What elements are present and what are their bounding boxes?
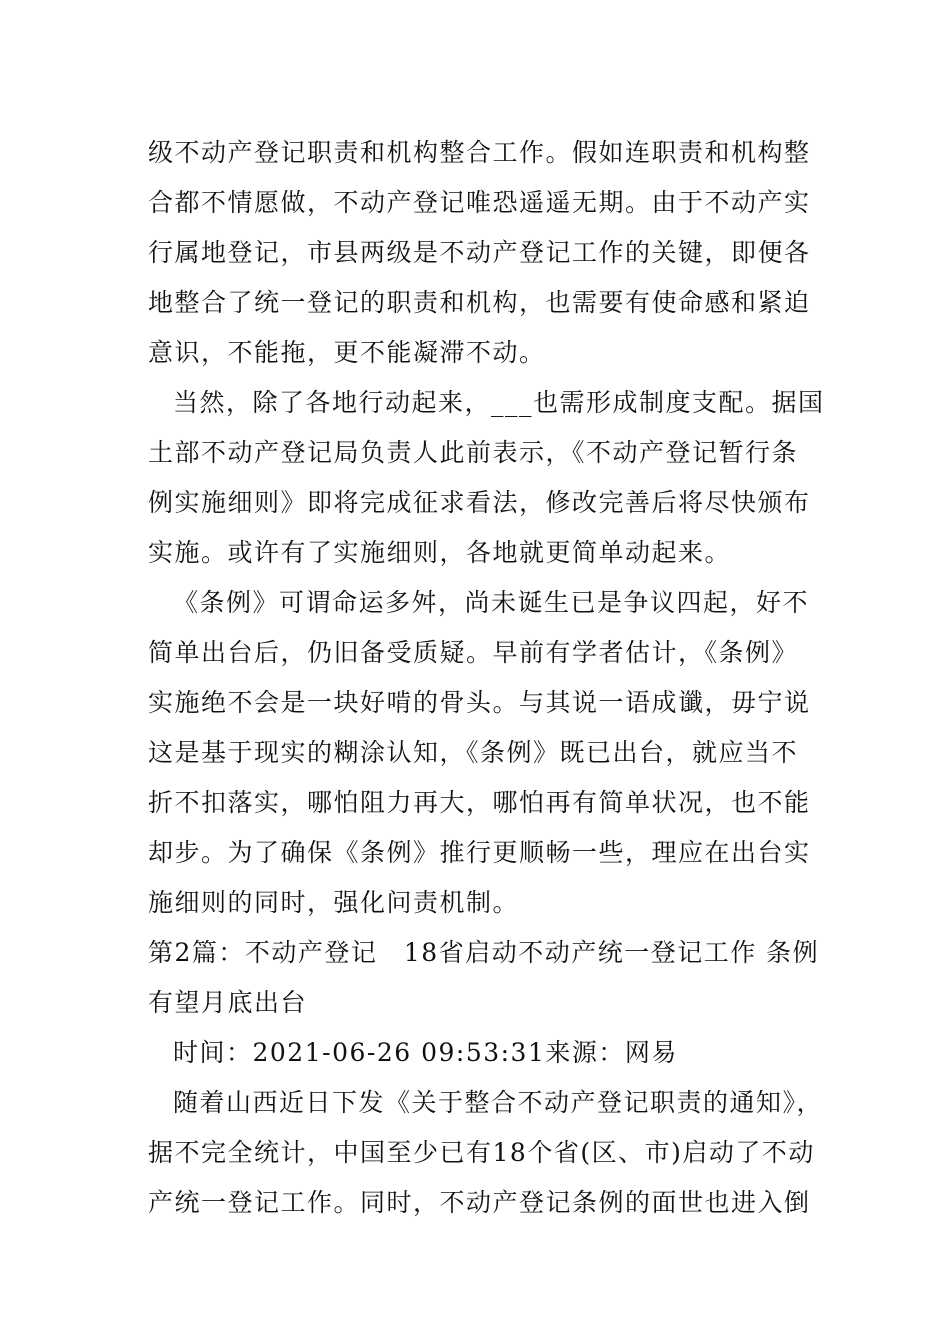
text-line: 施细则的同时，强化问责机制。 — [148, 888, 520, 917]
paragraph — [148, 1078, 824, 1228]
text-line: 实施。或许有了实施细则，各地就更简单动起来。 — [148, 538, 732, 567]
meta-line: 时间：2021-06-26 09:53:31来源：网易 — [173, 1038, 678, 1067]
text-line: 却步。为了确保《条例》推行更顺畅一些，理应在出台实 — [148, 838, 811, 867]
text-line: 级不动产登记职责和机构整合工作。假如连职责和机构整 — [148, 138, 811, 167]
text-line: 这是基于现实的糊涂认知，《条例》既已出台，就应当不 — [148, 738, 799, 767]
text-line: 地整合了统一登记的职责和机构，也需要有使命感和紧迫 — [148, 288, 811, 317]
paragraph — [148, 378, 825, 578]
text-line: 随着山西近日下发《关于整合不动产登记职责的通知》， — [173, 1088, 824, 1117]
text-line: 例实施细则》即将完成征求看法，修改完善后将尽快颁布 — [148, 488, 811, 517]
heading-line: 有望月底出台 — [148, 988, 308, 1017]
paragraph — [148, 578, 811, 928]
text-line: 《条例》可谓命运多舛，尚未诞生已是争议四起，好不 — [173, 588, 810, 617]
text-line: 简单出台后，仍旧备受质疑。早前有学者估计，《条例》 — [148, 638, 799, 667]
text-line: 土部不动产登记局负责人此前表示，《不动产登记暂行条 — [148, 438, 799, 467]
text-line: 意识，不能拖，更不能凝滞不动。 — [148, 338, 546, 367]
text-line: 行属地登记，市县两级是不动产登记工作的关键，即便各 — [148, 238, 811, 267]
article-meta — [148, 1028, 808, 1078]
text-line: 折不扣落实，哪怕阻力再大，哪怕再有简单状况，也不能 — [148, 788, 811, 817]
text-line: 合都不情愿做，不动产登记唯恐遥遥无期。由于不动产实 — [148, 188, 811, 217]
text-line: 实施绝不会是一块好啃的骨头。与其说一语成谶，毋宁说 — [148, 688, 811, 717]
heading-line: 第2篇：不动产登记 18省启动不动产统一登记工作 条例 — [148, 938, 820, 967]
text-line: 当然，除了各地行动起来，___也需形成制度支配。据国 — [173, 388, 825, 417]
document-page — [148, 128, 825, 1228]
section-heading — [148, 928, 820, 1028]
text-line: 据不完全统计，中国至少已有18个省(区、市)启动了不动 — [148, 1138, 815, 1167]
text-line: 产统一登记工作。同时，不动产登记条例的面世也进入倒 — [148, 1188, 811, 1217]
paragraph-continued — [148, 128, 811, 378]
